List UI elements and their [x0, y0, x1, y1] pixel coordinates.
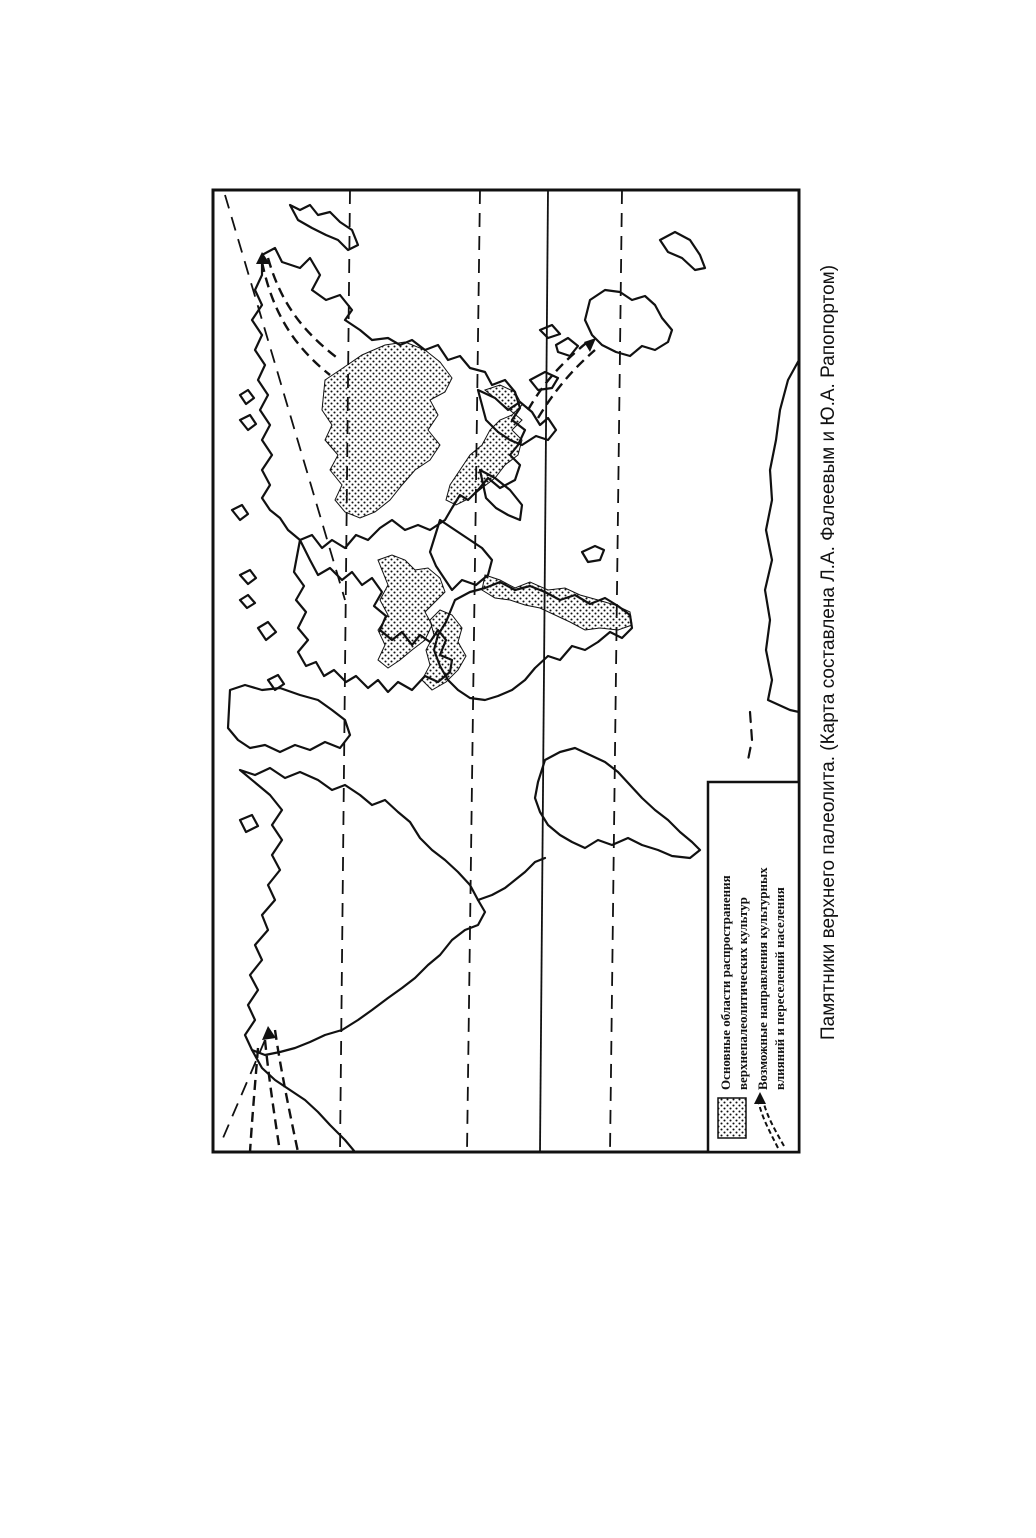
- legend: [708, 782, 799, 1152]
- southern-tropic-line: [610, 190, 622, 1152]
- legend-item-1-line2: верхнепалеолитических культур: [735, 897, 750, 1090]
- legend-item-2-line1: Возможные направления культурных: [755, 867, 770, 1090]
- culture-area-north-asia: [322, 342, 452, 518]
- central-america-coast: [478, 858, 545, 900]
- new-zealand-coast: [660, 232, 705, 270]
- legend-item-1-line1: Основные области распространения: [718, 875, 733, 1090]
- legend-item-2-line2: влияний и переселений населения: [772, 887, 787, 1090]
- antarctica-coast: [765, 360, 799, 712]
- migration-route-america: [265, 1040, 280, 1152]
- route-arrowhead: [256, 252, 270, 264]
- culture-area-south-asia: [446, 385, 522, 505]
- south-america-coast: [535, 748, 700, 858]
- route-arrowhead: [262, 1026, 276, 1040]
- arctic-circle-line: [340, 190, 350, 1152]
- madagascar-coast: [582, 546, 604, 562]
- arctic-islands: [232, 390, 284, 832]
- australia-coast: [585, 290, 672, 356]
- antarctica-dashed-edge: [748, 712, 752, 760]
- migration-route-asia-north: [268, 258, 340, 360]
- culture-area-africa-south: [482, 575, 632, 630]
- northern-tropic-line: [467, 190, 480, 1152]
- stippled-area-swatch: [718, 1098, 746, 1138]
- japan-coast: [290, 205, 358, 250]
- greenland-coast: [228, 685, 350, 752]
- figure-caption: Памятники верхнего палеолита. (Карта составлена Л.А. Фалеевым и Ю.А. Рапопортом): [818, 264, 839, 1040]
- north-america-coast: [240, 768, 485, 1055]
